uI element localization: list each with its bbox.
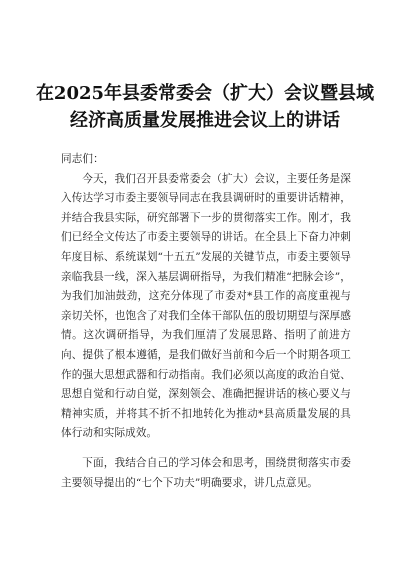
body-paragraph: 今天，我们召开县委常委会（扩大）会议，主要任务是深入传达学习市委主要领导同志在我县调研时的重要讲话精神，并结合我县实际，研究部署下一步的贯彻落实工作。刚才，我们已经全文传达了市委主要领导的讲话。在全县上下奋力冲刺年度目标、系统谋划“十五五”发展的关键节点，市委主要领导亲临我县一线，深入基层调研指导，为我们精准“把脉会诊”，为我们加油鼓劲，这充分体现了市委对*县工作的高度重视与亲切关怀，也饱含了对我们全体干部队伍的殷切期望与深厚感情。这次调研指导，为我们厘清了发展思路、指明了前进方向、提供了根本遵循，是我们做好当前和今后一个时期各项工作的强大思想武器和行动指南。我们必须以高度的政治自觉、思想自觉和行动自觉，深刻领会、准确把握讲话的核心要义与精神实质，并将其不折不扣地转化为推动*县高质量发展的具体行动和实际成效。 [61, 172, 351, 440]
salutation: 同志们： [61, 153, 104, 165]
document-body [61, 150, 351, 493]
paragraph-gap [61, 444, 351, 454]
document-title: 在2025年县委常委会（扩大）会议暨县域经济高质量发展推进会议上的讲话 [35, 83, 375, 131]
body-paragraph: 下面，我结合自己的学习体会和思考，围绕贯彻落实市委主要领导提出的“七个下功夫”明确要求，讲几点意见。 [61, 456, 351, 489]
